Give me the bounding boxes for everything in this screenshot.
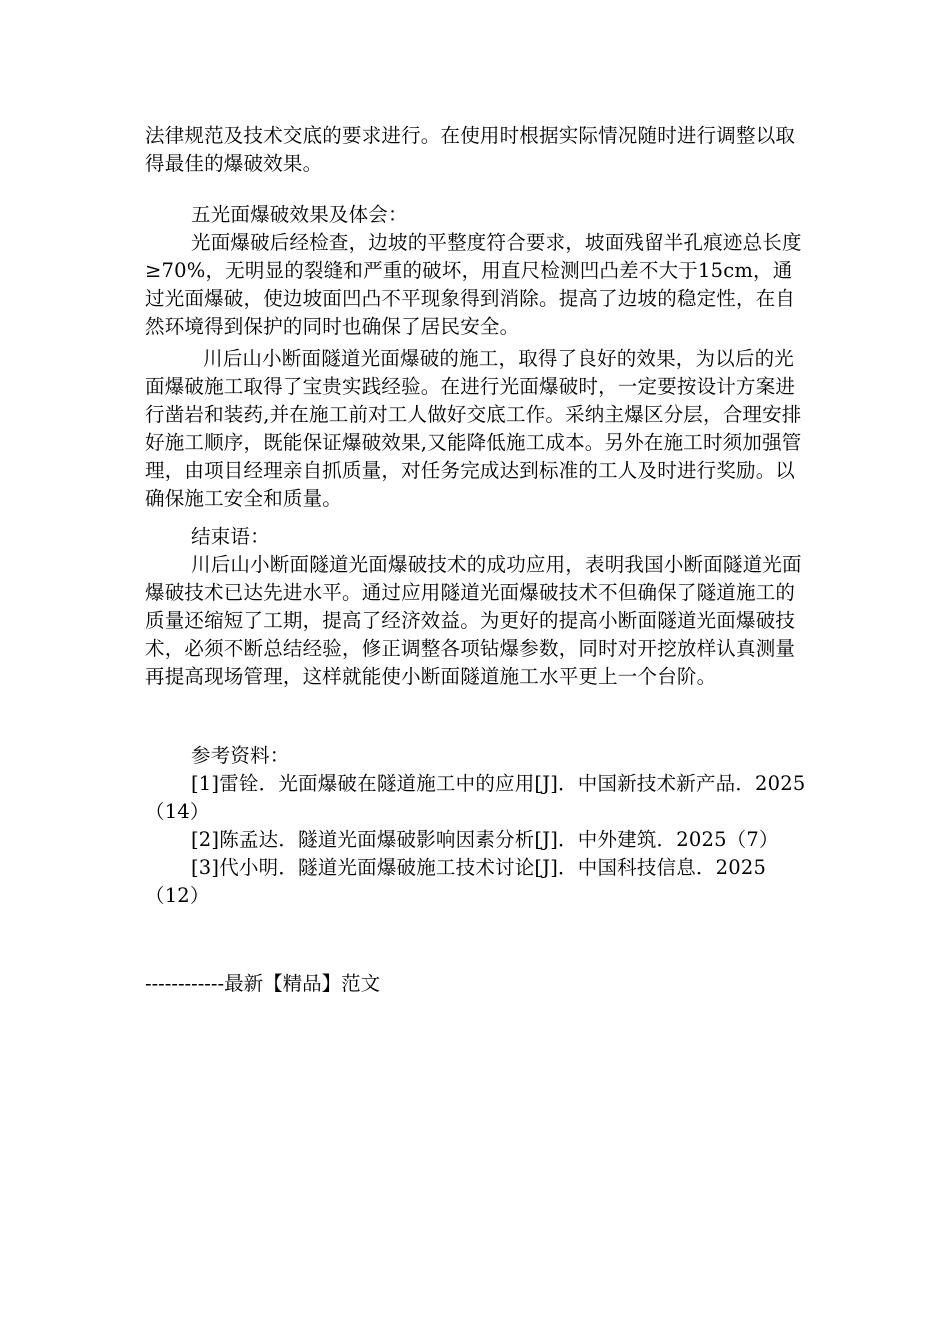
section5-block	[145, 201, 810, 341]
conclusion-body: 川后山小断面隧道光面爆破技术的成功应用，表明我国小断面隧道光面爆破技术已达先进水平。通过应用隧道光面爆破技术不但确保了隧道施工的质量还缩短了工期，提高了经济效益。为更好的提高小断面隧道光面爆破技术，必须不断总结经验，修正调整各项钻爆参数，同时对开挖放样认真测量再提高现场管理，这样就能使小断面隧道施工水平更上一个台阶。	[145, 553, 802, 688]
reference-item: [1]雷铨．光面爆破在隧道施工中的应用[J]．中国新技术新产品．2025（14）	[145, 772, 806, 823]
reference-item: [2]陈孟达．隧道光面爆破影响因素分析[J]．中外建筑．2025（7）	[191, 828, 779, 851]
conclusion-block	[145, 523, 810, 691]
references-heading: 参考资料：	[191, 744, 290, 767]
references-block	[145, 742, 810, 910]
top-paragraph: 法律规范及技术交底的要求进行。在使用时根据实际情况随时进行调整以取得最佳的爆破效果。	[145, 124, 796, 175]
footer-text: ------------最新【精品】范文	[145, 972, 381, 995]
section5-body: 光面爆破后经检查，边坡的平整度符合要求，坡面残留半孔痕迹总长度≥70%，无明显的裂缝和严重的破坏，用直尺检测凹凸差不大于15cm，通过光面爆破，使边坡面凹凸不平现象得到消除。提高了边坡的稳定性，在自然环境得到保护的同时也确保了居民安全。	[145, 231, 802, 338]
reference-item: [3]代小明．隧道光面爆破施工技术讨论[J]．中国科技信息．2025（12）	[145, 856, 767, 907]
summary-block	[145, 345, 810, 513]
section5-heading: 五光面爆破效果及体会：	[191, 203, 408, 226]
top-paragraph-block	[145, 122, 810, 178]
conclusion-heading: 结束语：	[191, 525, 270, 548]
summary-paragraph: 川后山小断面隧道光面爆破的施工，取得了良好的效果，为以后的光面爆破施工取得了宝贵实践经验。在进行光面爆破时，一定要按设计方案进行凿岩和装药,并在施工前对工人做好交底工作。采纳主爆区分层，合理安排好施工顺序，既能保证爆破效果,又能降低施工成本。另外在施工时须加强管理，由项目经理亲自抓质量，对任务完成达到标准的工人及时进行奖励。以确保施工安全和质量。	[145, 347, 802, 510]
